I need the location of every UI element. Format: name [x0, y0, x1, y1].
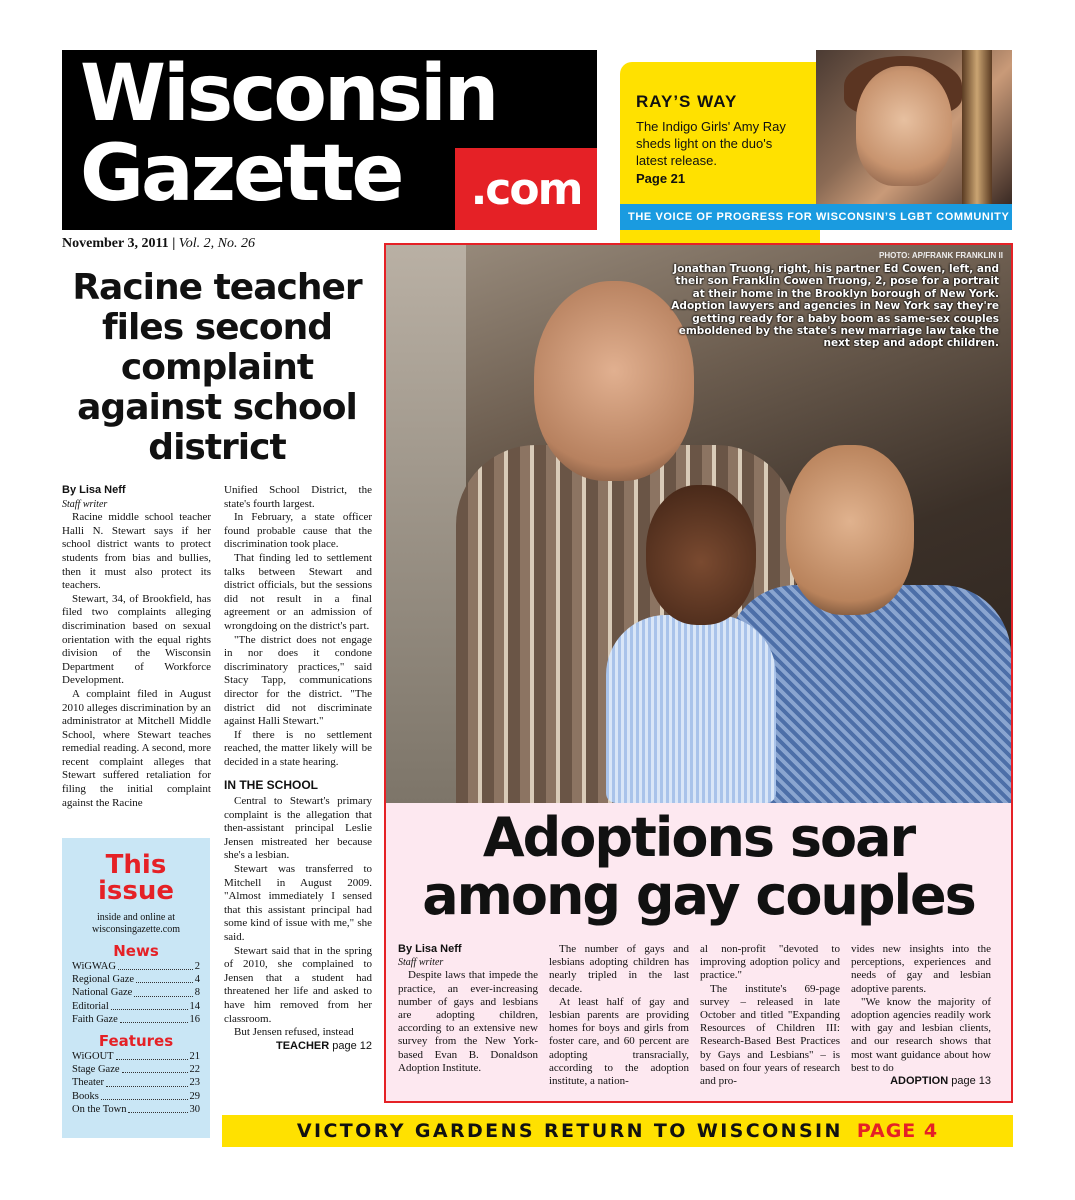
news-item-page: 16	[189, 1013, 200, 1025]
paragraph: A complaint filed in August 2010 alleges discrimination by an administrator at Mitchell Middle School, where Stewart teaches remedial reading. A second, more recent complaint alleges that Stewart suffered retaliation for filing the initial complaint against the Racine	[62, 687, 211, 809]
news-item-label: Faith Gaze	[72, 1013, 118, 1025]
paragraph: vides new insights into the perceptions, experiences and needs of gay and lesbian adoptive parents.	[851, 943, 991, 995]
paragraph: Central to Stewart's primary complaint is the allegation that then-assistant principal Leslie Jensen mistreated her because she's a lesbian.	[224, 795, 372, 862]
promo-photo	[816, 50, 1012, 204]
masthead-line1: Wisconsin	[80, 49, 497, 139]
feature-role: Staff writer	[398, 957, 444, 969]
paragraph: Racine middle school teacher Halli N. Stewart says if her school district wants to protect students from bias and bullies, then it must also protect its teachers.	[62, 511, 211, 592]
leader-dots	[134, 986, 192, 996]
features-item-page: 22	[189, 1064, 200, 1076]
left-story-column-2	[224, 484, 372, 1053]
features-item[interactable]	[72, 1063, 200, 1076]
paragraph: If there is no settlement reached, the matter likely will be decided in a state hearing.	[224, 728, 372, 768]
this-issue-title	[72, 852, 200, 904]
leader-dots	[120, 1013, 188, 1023]
leader-dots	[116, 1050, 188, 1060]
this-issue-title-line1: This	[105, 850, 167, 880]
features-list	[72, 1050, 200, 1116]
feature-column-3	[700, 943, 840, 1088]
news-heading: News	[113, 942, 159, 960]
bottom-banner[interactable]	[222, 1115, 1013, 1147]
feature-photo[interactable]	[386, 245, 1011, 803]
features-item[interactable]	[72, 1103, 200, 1116]
news-item-label: Regional Gaze	[72, 974, 135, 986]
leader-dots	[101, 1090, 188, 1100]
news-item-label: WiGWAG	[72, 961, 116, 972]
news-item[interactable]	[72, 960, 200, 973]
features-heading: Features	[98, 1032, 174, 1051]
photo-credit: PHOTO: AP/FRANK FRANKLIN II	[879, 251, 1003, 260]
news-item[interactable]	[72, 986, 200, 999]
news-item[interactable]	[72, 973, 200, 986]
feature-story	[384, 243, 1013, 1103]
feature-headline-line2: among gay couples	[422, 864, 975, 927]
this-issue-subtitle: inside and online at wisconsingazette.com	[91, 912, 181, 935]
promo-heading: RAY’S WAY	[636, 92, 738, 111]
leader-dots	[118, 960, 193, 970]
features-item[interactable]	[72, 1076, 200, 1089]
features-item-page: 29	[189, 1090, 200, 1102]
paragraph: Despite laws that impede the practice, an ever-increasing number of gays and lesbians are adopting children, according to an extensive new survey from the New York-based Evan B. Donaldson Adoption Institute.	[398, 969, 538, 1074]
features-item-page: 21	[189, 1051, 200, 1063]
tagline: THE VOICE OF PROGRESS FOR WISCONSIN’S LGBT COMMUNITY	[620, 204, 1012, 230]
issue-date: November 3, 2011	[62, 236, 169, 251]
features-item-page: 23	[189, 1077, 200, 1089]
features-item-label: On the Town	[72, 1103, 127, 1115]
promo-photo-face	[856, 66, 952, 186]
masthead-title	[80, 49, 497, 219]
news-item[interactable]	[72, 1000, 200, 1013]
promo-photo-guitar	[962, 50, 992, 204]
jump-word: ADOPTION	[890, 1075, 949, 1088]
features-item[interactable]	[72, 1090, 200, 1103]
masthead-line2: Gazette	[80, 129, 402, 219]
photo-child-body	[606, 615, 776, 803]
feature-column-1	[398, 943, 538, 1075]
promo-page: Page 21	[636, 171, 686, 186]
paragraph: Stewart said that in the spring of 2010, she complained to Jensen that a student had threatened her life and asked to have him removed from her classroom.	[224, 944, 372, 1025]
news-item-page: 8	[194, 987, 200, 999]
dateline	[62, 236, 255, 252]
paragraph: Unified School District, the state's fourth largest.	[224, 484, 372, 510]
jump-page: page 13	[948, 1075, 991, 1088]
paragraph: "We know the majority of adoption agencies readily work with gay and lesbian clients, and our research shows that most want guidance about how best to do	[851, 995, 991, 1074]
leader-dots	[122, 1063, 188, 1073]
subhead: IN THE SCHOOL	[224, 778, 319, 793]
jump-page: page 12	[329, 1039, 372, 1052]
feature-jump-link[interactable]	[851, 1075, 991, 1088]
paragraph: al non-profit "devoted to improving adoption policy and practice."	[700, 943, 840, 982]
news-item-label: National Gaze	[72, 987, 133, 999]
paragraph: At least half of gay and lesbian parents are providing homes for boys and girls from foster care, and 60 percent are adopting transracially, according to the adoption institute, a nation-	[549, 995, 689, 1088]
feature-byline: By Lisa Neff	[398, 943, 462, 955]
leader-dots	[111, 1000, 188, 1010]
left-story-column-1	[62, 484, 211, 810]
features-item-label: Books	[72, 1090, 99, 1102]
promo-box[interactable]	[620, 50, 1012, 230]
feature-column-2	[549, 943, 689, 1088]
paragraph: In February, a state officer found probable cause that the discrimination took place.	[224, 511, 372, 551]
paragraph: That finding led to settlement talks between Stewart and district officials, but the sessions did not result in a final agreement or an admission of wrongdoing on the district's part.	[224, 551, 372, 632]
paragraph: The institute's 69-page survey – released in late October and titled "Expanding Resources of Children III: Research-Based Best Practices by Gays and Lesbians" – is based on four years of research and pro-	[700, 982, 840, 1088]
issue-volume: Vol. 2, No. 26	[178, 236, 256, 251]
news-item-page: 2	[194, 961, 200, 972]
feature-headline[interactable]	[386, 806, 1011, 927]
this-issue-title-line2: issue	[97, 876, 174, 906]
left-story-headline[interactable]: Racine teacher files second complaint against school district	[72, 267, 362, 468]
feature-column-4	[851, 943, 991, 1088]
left-story-jump-link[interactable]	[224, 1040, 372, 1054]
feature-headline-line1: Adoptions soar	[482, 806, 915, 869]
leader-dots	[136, 973, 193, 983]
news-item-label: Editorial	[72, 1000, 109, 1012]
paragraph: Stewart was transferred to Mitchell in August 2009. "Almost immediately I sensed that this assistant principal had some kind of issue with me," she said.	[224, 863, 372, 943]
banner-page: PAGE 4	[856, 1120, 939, 1142]
feature-text-area	[386, 803, 1011, 1101]
leader-dots	[128, 1103, 187, 1113]
left-story-role: Staff writer	[62, 498, 108, 510]
features-item-label: WiGOUT	[72, 1051, 114, 1063]
news-list	[72, 960, 200, 1026]
banner-text: VICTORY GARDENS RETURN TO WISCONSIN	[296, 1120, 843, 1142]
dateline-separator: |	[168, 236, 179, 251]
paragraph: But Jensen refused, instead	[234, 1026, 354, 1039]
masthead-com: .com	[455, 148, 597, 230]
photo-man-right-head	[786, 445, 914, 615]
features-item[interactable]	[72, 1050, 200, 1063]
news-item[interactable]	[72, 1013, 200, 1026]
this-issue-box	[62, 838, 210, 1138]
news-item-page: 14	[189, 1000, 200, 1012]
features-item-label: Stage Gaze	[72, 1064, 120, 1076]
photo-window	[386, 245, 466, 803]
masthead[interactable]	[62, 50, 597, 230]
features-item-page: 30	[189, 1103, 200, 1115]
paragraph: The number of gays and lesbians adopting children has nearly tripled in the last decade.	[549, 943, 689, 995]
promo-text: The Indigo Girls' Amy Ray sheds light on the duo's latest release.	[636, 119, 786, 168]
jump-word: TEACHER	[276, 1039, 330, 1052]
features-item-label: Theater	[72, 1077, 105, 1089]
photo-child-head	[646, 485, 756, 625]
news-item-page: 4	[194, 974, 200, 986]
left-story-byline: By Lisa Neff	[62, 484, 126, 496]
paragraph: Stewart, 34, of Brookfield, has filed two complaints alleging discrimination based on sexual orientation with the equal rights division of the Wisconsin Department of Workforce Development.	[62, 592, 211, 687]
paragraph: "The district does not engage in nor does it condone discriminatory practices," said Stacy Tapp, communications director for the district. "The district did not discriminate against Halli Stewart."	[224, 633, 372, 728]
leader-dots	[106, 1076, 187, 1086]
photo-caption: Jonathan Truong, right, his partner Ed Cowen, left, and their son Franklin Cowen Truong, 2, pose for a portrait at their home in the Brooklyn borough of New York. Adoption lawyers and agencies in New York say they're getting ready for a baby boom as same-sex couples emboldened by the state's new marriage law take the next step and adopt children.	[671, 263, 999, 350]
